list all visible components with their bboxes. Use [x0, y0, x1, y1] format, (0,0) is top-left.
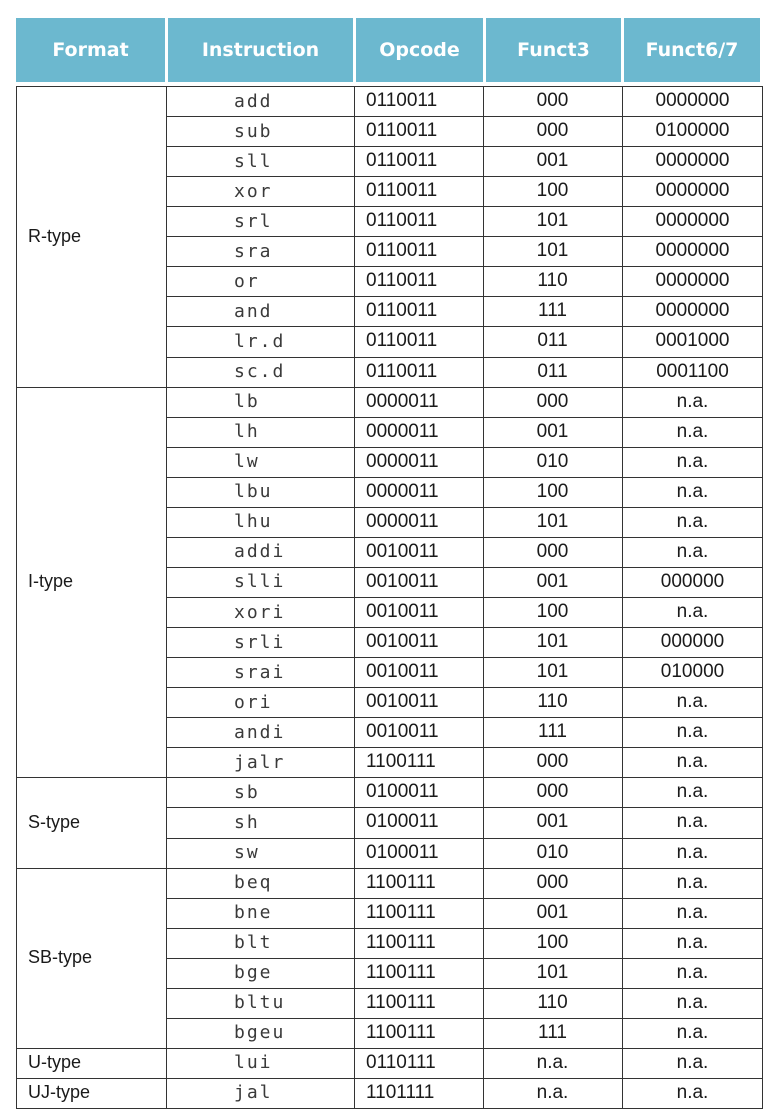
funct3-cell: 000 — [536, 871, 569, 893]
funct3-cell: 101 — [536, 661, 569, 683]
instruction-cell: bne — [234, 902, 273, 924]
funct67-cell: 0000000 — [655, 210, 730, 232]
instruction-cell: and — [234, 300, 273, 322]
instruction-cell: add — [234, 90, 273, 112]
instruction-cell: sh — [234, 811, 260, 833]
funct67-cell: 0000000 — [655, 270, 730, 292]
funct67-cell: 000000 — [660, 631, 725, 653]
funct3-cell: 000 — [536, 120, 569, 142]
funct67-cell: n.a. — [676, 721, 709, 743]
funct3-cell: 000 — [536, 781, 569, 803]
instruction-cell: lbu — [234, 481, 273, 503]
instruction-cell: bge — [234, 962, 273, 984]
instruction-cell: lr.d — [234, 330, 286, 352]
opcode-cell: 0110011 — [366, 270, 438, 292]
funct67-cell: n.a. — [676, 691, 709, 713]
opcode-cell: 1100111 — [366, 961, 436, 983]
opcode-cell: 1100111 — [366, 931, 436, 953]
header-funct3: Funct3 — [486, 18, 621, 82]
instruction-cell: sw — [234, 842, 260, 864]
format-cell: UJ-type — [28, 1082, 91, 1103]
opcode-cell: 0110011 — [366, 180, 438, 202]
funct3-cell: 000 — [536, 390, 569, 412]
funct67-cell: n.a. — [676, 871, 709, 893]
table-header — [16, 18, 763, 82]
opcode-cell: 0000011 — [366, 450, 439, 472]
opcode-cell: 1100111 — [366, 1021, 436, 1043]
funct3-cell: 101 — [536, 961, 569, 983]
funct67-cell: n.a. — [676, 450, 709, 472]
funct3-cell: 000 — [536, 90, 569, 112]
instruction-cell: xori — [234, 601, 286, 623]
format-cell: U-type — [28, 1052, 82, 1073]
instruction-cell: sra — [234, 240, 273, 262]
funct3-cell: 101 — [536, 240, 569, 262]
funct67-cell: n.a. — [676, 601, 709, 623]
funct3-cell: 101 — [536, 510, 569, 532]
funct3-cell: 010 — [536, 450, 569, 472]
instruction-cell: sll — [234, 150, 273, 172]
funct3-cell: 010 — [536, 841, 569, 863]
opcode-cell: 0100011 — [366, 841, 439, 863]
funct67-cell: n.a. — [676, 961, 709, 983]
format-cell: SB-type — [28, 947, 93, 968]
funct67-cell: n.a. — [676, 781, 709, 803]
instruction-cell: bltu — [234, 992, 286, 1014]
funct3-cell: n.a. — [536, 1051, 569, 1073]
instruction-cell: sub — [234, 120, 273, 142]
funct3-cell: 101 — [536, 210, 569, 232]
funct67-cell: n.a. — [676, 1051, 709, 1073]
funct3-cell: 111 — [538, 300, 567, 322]
funct67-cell: 0000000 — [655, 150, 730, 172]
instruction-cell: xor — [234, 180, 273, 202]
opcode-cell: 0100011 — [366, 781, 439, 803]
funct67-cell: n.a. — [676, 480, 709, 502]
instruction-cell: lw — [234, 451, 260, 473]
funct67-cell: 0100000 — [655, 120, 730, 142]
opcode-cell: 0010011 — [366, 721, 439, 743]
funct3-cell: n.a. — [536, 1081, 569, 1103]
opcode-cell: 1101111 — [366, 1081, 435, 1103]
funct3-cell: 100 — [536, 180, 569, 202]
opcode-cell: 1100111 — [366, 871, 436, 893]
funct3-cell: 111 — [538, 1021, 567, 1043]
funct67-cell: 0001100 — [656, 360, 729, 382]
funct67-cell: n.a. — [676, 390, 709, 412]
opcode-cell: 0010011 — [366, 570, 439, 592]
instruction-cell: or — [234, 270, 260, 292]
funct3-cell: 001 — [536, 150, 569, 172]
funct3-cell: 110 — [537, 691, 568, 713]
funct3-cell: 011 — [537, 360, 568, 382]
funct67-cell: n.a. — [676, 1021, 709, 1043]
instruction-cell: andi — [234, 721, 286, 743]
funct3-cell: 001 — [536, 420, 569, 442]
funct3-cell: 100 — [536, 601, 569, 623]
funct67-cell: 010000 — [660, 661, 725, 683]
format-cell: S-type — [28, 811, 81, 832]
instruction-cell: ori — [234, 691, 273, 713]
funct67-cell: 0000000 — [655, 90, 730, 112]
format-cell: R-type — [28, 225, 82, 246]
instruction-table — [16, 86, 763, 1108]
funct3-cell: 000 — [536, 751, 569, 773]
opcode-cell: 0110011 — [366, 120, 438, 142]
funct3-cell: 110 — [537, 991, 568, 1013]
instruction-cell: addi — [234, 541, 286, 563]
instruction-cell: bgeu — [234, 1022, 286, 1044]
funct67-cell: n.a. — [676, 841, 709, 863]
opcode-cell: 0100011 — [366, 811, 439, 833]
funct3-cell: 110 — [537, 270, 568, 292]
funct67-cell: n.a. — [676, 510, 709, 532]
opcode-cell: 0010011 — [366, 540, 439, 562]
funct3-cell: 100 — [536, 480, 569, 502]
funct3-cell: 001 — [536, 811, 569, 833]
funct3-cell: 001 — [536, 570, 569, 592]
instruction-cell: blt — [234, 932, 273, 954]
opcode-cell: 0010011 — [366, 661, 439, 683]
funct67-cell: 0000000 — [655, 300, 730, 322]
instruction-cell: srli — [234, 631, 286, 653]
header-funct67: Funct6/7 — [624, 18, 760, 82]
instruction-cell: lb — [234, 391, 260, 413]
instruction-cell: srl — [234, 210, 273, 232]
header-instruction: Instruction — [168, 18, 353, 82]
funct67-cell: n.a. — [676, 901, 709, 923]
instruction-cell: jalr — [234, 751, 286, 773]
opcode-cell: 0110011 — [366, 360, 438, 382]
instruction-cell: jal — [234, 1082, 273, 1104]
instruction-cell: srai — [234, 661, 286, 683]
funct67-cell: n.a. — [676, 931, 709, 953]
header-format: Format — [16, 18, 165, 82]
row-divider — [16, 1108, 763, 1109]
funct3-cell: 001 — [536, 901, 569, 923]
opcode-cell: 0010011 — [366, 631, 439, 653]
funct67-cell: n.a. — [676, 540, 709, 562]
instruction-cell: lui — [234, 1052, 273, 1074]
funct67-cell: 0001000 — [655, 330, 730, 352]
opcode-cell: 0000011 — [366, 420, 439, 442]
funct67-cell: 0000000 — [655, 180, 730, 202]
funct67-cell: n.a. — [676, 751, 709, 773]
funct3-cell: 111 — [538, 721, 567, 743]
funct67-cell: 0000000 — [655, 240, 730, 262]
funct67-cell: n.a. — [676, 420, 709, 442]
opcode-cell: 0110011 — [366, 240, 438, 262]
opcode-cell: 1100111 — [366, 901, 436, 923]
funct3-cell: 100 — [536, 931, 569, 953]
opcode-cell: 0110011 — [366, 150, 438, 172]
instruction-cell: slli — [234, 571, 286, 593]
opcode-cell: 0010011 — [366, 691, 439, 713]
instruction-cell: beq — [234, 872, 273, 894]
funct3-cell: 000 — [536, 540, 569, 562]
instruction-cell: lh — [234, 421, 260, 443]
opcode-cell: 1100111 — [366, 991, 436, 1013]
funct67-cell: n.a. — [676, 1081, 709, 1103]
funct67-cell: 000000 — [660, 570, 725, 592]
format-cell: I-type — [28, 571, 74, 592]
opcode-cell: 1100111 — [366, 751, 436, 773]
instruction-cell: sc.d — [234, 361, 286, 383]
funct67-cell: n.a. — [676, 811, 709, 833]
opcode-cell: 0000011 — [366, 510, 439, 532]
header-opcode: Opcode — [356, 18, 483, 82]
opcode-cell: 0110011 — [366, 210, 438, 232]
opcode-cell: 0110111 — [366, 1051, 436, 1073]
funct3-cell: 011 — [537, 330, 568, 352]
opcode-cell: 0000011 — [366, 390, 439, 412]
opcode-cell: 0010011 — [366, 601, 439, 623]
instruction-cell: sb — [234, 781, 260, 803]
opcode-cell: 0110011 — [366, 330, 438, 352]
instruction-cell: lhu — [234, 511, 273, 533]
opcode-cell: 0110011 — [366, 90, 438, 112]
opcode-cell: 0110011 — [366, 300, 438, 322]
opcode-cell: 0000011 — [366, 480, 439, 502]
funct3-cell: 101 — [536, 631, 569, 653]
funct67-cell: n.a. — [676, 991, 709, 1013]
